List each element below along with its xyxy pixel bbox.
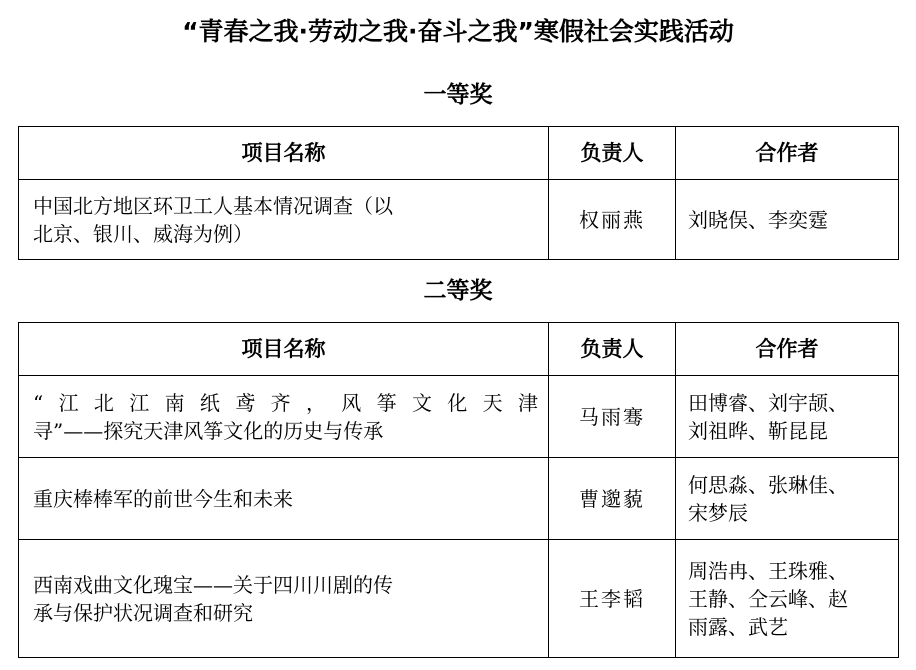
header-collaborators: 合作者	[676, 127, 899, 180]
project-line: “江北江南纸鸢齐，风筝文化天津	[33, 390, 538, 415]
collaborators-cell	[676, 458, 899, 540]
collab-line: 刘祖晔、靳昆昆	[688, 418, 828, 443]
collab-line: 何思淼、张琳佳、	[688, 472, 848, 497]
collab-line: 周浩冉、王珠雅、	[688, 558, 848, 583]
project-name-cell	[19, 458, 549, 540]
collaborators-cell	[676, 180, 899, 260]
header-collaborators: 合作者	[676, 323, 899, 376]
project-line: 寻”——探究天津风筝文化的历史与传承	[33, 418, 384, 443]
header-project: 项目名称	[19, 127, 549, 180]
project-line: 承与保护状况调查和研究	[33, 600, 253, 625]
leader-cell: 王李韬	[549, 540, 676, 658]
project-line: 北京、银川、威海为例）	[33, 221, 253, 246]
project-line: 重庆棒棒军的前世今生和未来	[33, 486, 293, 511]
table-row	[19, 376, 899, 458]
table-row	[19, 180, 899, 260]
collab-line: 田博睿、刘宇颉、	[688, 390, 848, 415]
page-title: “青春之我·劳动之我·奋斗之我”寒假社会实践活动	[182, 17, 734, 46]
leader-cell: 权丽燕	[549, 180, 676, 260]
header-leader: 负责人	[549, 127, 676, 180]
leader-cell: 马雨骞	[549, 376, 676, 458]
collaborators-cell	[676, 376, 899, 458]
header-leader: 负责人	[549, 323, 676, 376]
project-name-cell	[19, 180, 549, 260]
leader-cell: 曹邈藐	[549, 458, 676, 540]
project-line: 中国北方地区环卫工人基本情况调查（以	[33, 193, 393, 218]
table-header-row	[19, 127, 899, 180]
collab-line: 刘晓俣、李奕霆	[688, 207, 828, 232]
second-prize-table	[18, 322, 899, 658]
table-row	[19, 458, 899, 540]
project-name-cell	[19, 376, 549, 458]
table-row	[19, 540, 899, 658]
project-line: 西南戏曲文化瑰宝——关于四川川剧的传	[33, 572, 393, 597]
collaborators-cell	[676, 540, 899, 658]
collab-line: 王静、仝云峰、赵	[688, 586, 848, 611]
project-name-cell	[19, 540, 549, 658]
collab-line: 宋梦辰	[688, 500, 748, 525]
collab-line: 雨露、武艺	[688, 614, 788, 639]
header-project: 项目名称	[19, 323, 549, 376]
section-title-first-prize: 一等奖	[423, 82, 493, 108]
table-header-row	[19, 323, 899, 376]
first-prize-table	[18, 126, 899, 260]
section-title-second-prize: 二等奖	[423, 278, 493, 304]
